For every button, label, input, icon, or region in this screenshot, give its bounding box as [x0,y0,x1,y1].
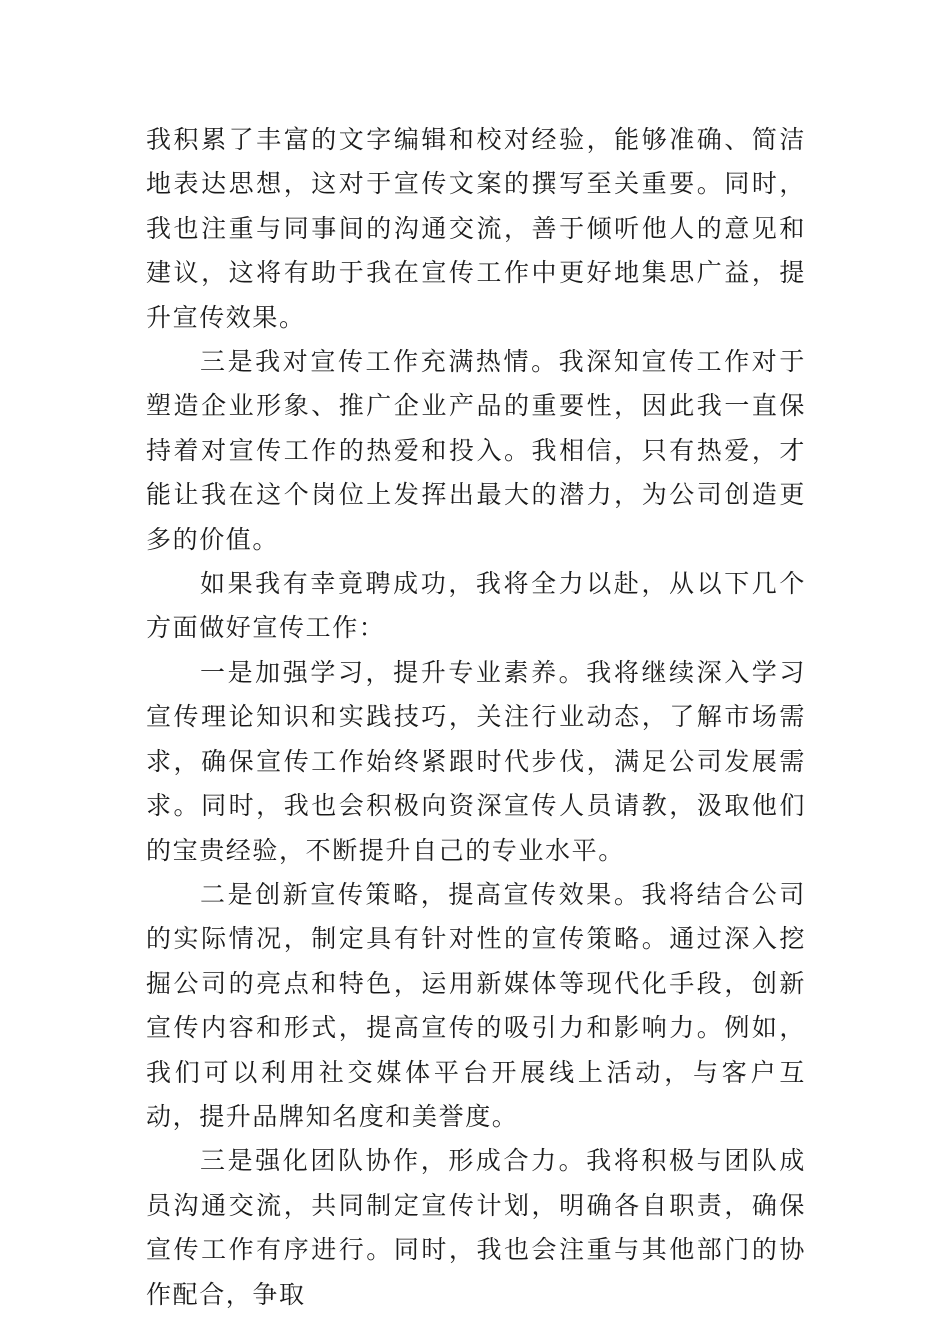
paragraph-plan-learning: 一是加强学习，提升专业素养。我将继续深入学习宣传理论知识和实践技巧，关注行业动态，了解市场需求，确保宣传工作始终紧跟时代步伐，满足公司发展需求。同时，我也会积极向资深宣传人员请教，汲取他们的宝贵经验，不断提升自己的专业水平。 [146,657,806,865]
paragraph-plan-intro: 如果我有幸竟聘成功，我将全力以赴，从以下几个方面做好宣传工作： [146,569,806,643]
paragraph-plan-strategy: 二是创新宣传策略，提高宣传效果。我将结合公司的实际情况，制定具有针对性的宣传策略。通过深入挖掘公司的亮点和特色，运用新媒体等现代化手段，创新宣传内容和形式，提高宣传的吸引力和影响力。例如，我们可以利用社交媒体平台开展线上活动，与客户互动，提升品牌知名度和美誉度。 [146,879,806,1131]
paragraph-continuation: 我积累了丰富的文字编辑和校对经验，能够准确、简洁地表达思想，这对于宣传文案的撰写至关重要。同时，我也注重与同事间的沟通交流，善于倾听他人的意见和建议，这将有助于我在宣传工作中更好地集思广益，提升宣传效果。 [146,125,806,332]
document-body [146,118,806,1317]
paragraph-passion: 三是我对宣传工作充满热情。我深知宣传工作对于塑造企业形象、推广企业产品的重要性，因此我一直保持着对宣传工作的热爱和投入。我相信，只有热爱，才能让我在这个岗位上发挥出最大的潜力，为公司创造更多的价值。 [146,347,806,554]
paragraph-plan-teamwork: 三是强化团队协作，形成合力。我将积极与团队成员沟通交流，共同制定宣传计划，明确各自职责，确保宣传工作有序进行。同时，我也会注重与其他部门的协作配合，争取 [146,1146,806,1309]
